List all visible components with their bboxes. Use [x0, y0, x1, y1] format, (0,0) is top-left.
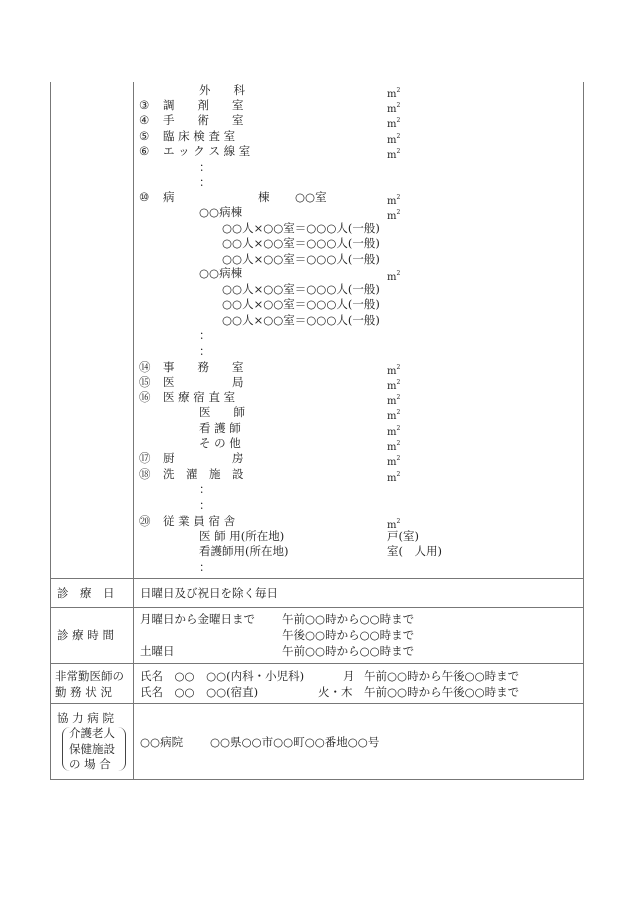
doctor-time: 午前○○時から午後○○時まで — [364, 669, 520, 683]
facility-name: 医 療 宿 直 室 — [163, 390, 236, 404]
consultation-hours-label: 診 療 時 間 — [57, 628, 114, 642]
facility-name: 臨 床 検 査 室 — [163, 129, 236, 143]
facility-number: ⑮ — [139, 375, 151, 389]
facility-name: 医 局 — [163, 375, 244, 389]
area-unit: $m^2$ — [387, 209, 401, 222]
facility-subname: 看 護 師 — [199, 421, 241, 435]
dorm-value: 戸(室) — [387, 529, 419, 543]
row-divider — [50, 703, 584, 704]
area-unit: $m^2$ — [387, 117, 401, 130]
facility-subname: そ の 他 — [199, 436, 241, 450]
consultation-days-label: 診 療 日 — [57, 586, 115, 600]
facility-name: 外 科 — [199, 83, 245, 97]
row-divider — [50, 607, 584, 608]
bed-calculation: ○○人×○○室＝○○○人(一般) — [222, 282, 380, 296]
doctor-name: 氏名 ○○ ○○(宿直) — [140, 685, 259, 699]
dorm-value: 室( 人用) — [387, 544, 442, 558]
ellipsis: ： — [199, 344, 211, 358]
cooperating-hospital-label: 協 力 病 院 — [57, 711, 114, 725]
cooperating-hospital-sublabel: 保健施設 — [69, 742, 115, 756]
consultation-days-value: 日曜日及び祝日を除く毎日 — [140, 586, 278, 600]
ward-label-left: 病 — [163, 190, 175, 204]
ellipsis: ： — [199, 482, 211, 496]
ellipsis: ： — [199, 328, 211, 342]
facility-number: ⑳ — [139, 514, 151, 528]
bed-calculation: ○○人×○○室＝○○○人(一般) — [222, 221, 380, 235]
hours-days: 土曜日 — [140, 644, 175, 658]
cooperating-hospital-sublabel: 介護老人 — [69, 726, 115, 740]
part-time-doctors-label: 非常勤医師の — [55, 669, 124, 683]
facility-name: 事 務 室 — [163, 360, 244, 374]
table-label-divider — [133, 82, 134, 779]
ellipsis: ： — [199, 160, 211, 174]
area-unit: $m^2$ — [387, 455, 401, 468]
ellipsis: ： — [199, 498, 211, 512]
facility-number: ⑭ — [139, 360, 151, 374]
facility-name: 洗 濯 施 設 — [163, 467, 244, 481]
bed-calculation: ○○人×○○室＝○○○人(一般) — [222, 236, 380, 250]
dorm-subname: 医 師 用(所在地) — [199, 529, 285, 543]
facility-number: ⑯ — [139, 390, 151, 404]
area-unit: $m^2$ — [387, 270, 401, 283]
hours-time: 午後○○時から○○時まで — [282, 628, 415, 642]
hours-time: 午前○○時から○○時まで — [282, 612, 415, 626]
area-unit: $m^2$ — [387, 471, 401, 484]
area-unit: $m^2$ — [387, 87, 401, 100]
facility-name: 厨 房 — [163, 451, 244, 465]
table-right-border — [583, 82, 584, 779]
table-bottom-border — [50, 779, 584, 780]
bed-calculation: ○○人×○○室＝○○○人(一般) — [222, 313, 380, 327]
area-unit: $m^2$ — [387, 364, 401, 377]
facility-number: ③ — [139, 98, 150, 112]
doctor-time: 午前○○時から午後○○時まで — [364, 685, 520, 699]
row-divider — [50, 663, 584, 664]
facility-name: 調 剤 室 — [163, 98, 244, 112]
subward-name: ○○病棟 — [199, 205, 243, 219]
facility-number: ⑥ — [139, 144, 150, 158]
hours-time: 午前○○時から○○時まで — [282, 644, 415, 658]
ward-rooms: ○○室 — [295, 190, 327, 204]
area-unit: $m^2$ — [387, 518, 401, 531]
facility-subname: 医 師 — [199, 405, 245, 419]
subward-name: ○○病棟 — [199, 266, 243, 280]
facility-number: ⑱ — [139, 467, 151, 481]
row-divider — [50, 578, 584, 579]
doctor-day: 月 — [343, 669, 355, 683]
area-unit: $m^2$ — [387, 133, 401, 146]
facility-number: ⑰ — [139, 451, 151, 465]
bed-calculation: ○○人×○○室＝○○○人(一般) — [222, 297, 380, 311]
area-unit: $m^2$ — [387, 394, 401, 407]
doctor-name: 氏名 ○○ ○○(内科・小児科) — [140, 669, 305, 683]
ellipsis: ： — [199, 175, 211, 189]
area-unit: $m^2$ — [387, 194, 401, 207]
area-unit: $m^2$ — [387, 425, 401, 438]
facility-number: ⑤ — [139, 129, 150, 143]
cooperating-hospital-address: ○○県○○市○○町○○番地○○号 — [210, 735, 380, 749]
cooperating-hospital-name: ○○病院 — [140, 735, 184, 749]
ward-label-right: 棟 — [258, 190, 270, 204]
table-left-border — [50, 82, 51, 779]
part-time-doctors-label: 勤 務 状 況 — [55, 685, 112, 699]
area-unit: $m^2$ — [387, 440, 401, 453]
facility-name: 従 業 員 宿 舎 — [163, 514, 236, 528]
area-unit: $m^2$ — [387, 102, 401, 115]
hours-days: 月曜日から金曜日まで — [140, 612, 255, 626]
facility-name: 手 術 室 — [163, 113, 244, 127]
area-unit: $m^2$ — [387, 379, 401, 392]
area-unit: $m^2$ — [387, 409, 401, 422]
ellipsis: ： — [199, 560, 211, 574]
area-unit: $m^2$ — [387, 148, 401, 161]
facility-number: ④ — [139, 113, 150, 127]
bed-calculation: ○○人×○○室＝○○○人(一般) — [222, 252, 380, 266]
facility-name: エ ッ ク ス 線 室 — [163, 144, 251, 158]
doctor-day: 火・木 — [318, 685, 353, 699]
dorm-subname: 看護師用(所在地) — [199, 544, 289, 558]
cooperating-hospital-sublabel: の 場 合 — [69, 757, 111, 771]
facility-number: ⑩ — [139, 190, 150, 204]
